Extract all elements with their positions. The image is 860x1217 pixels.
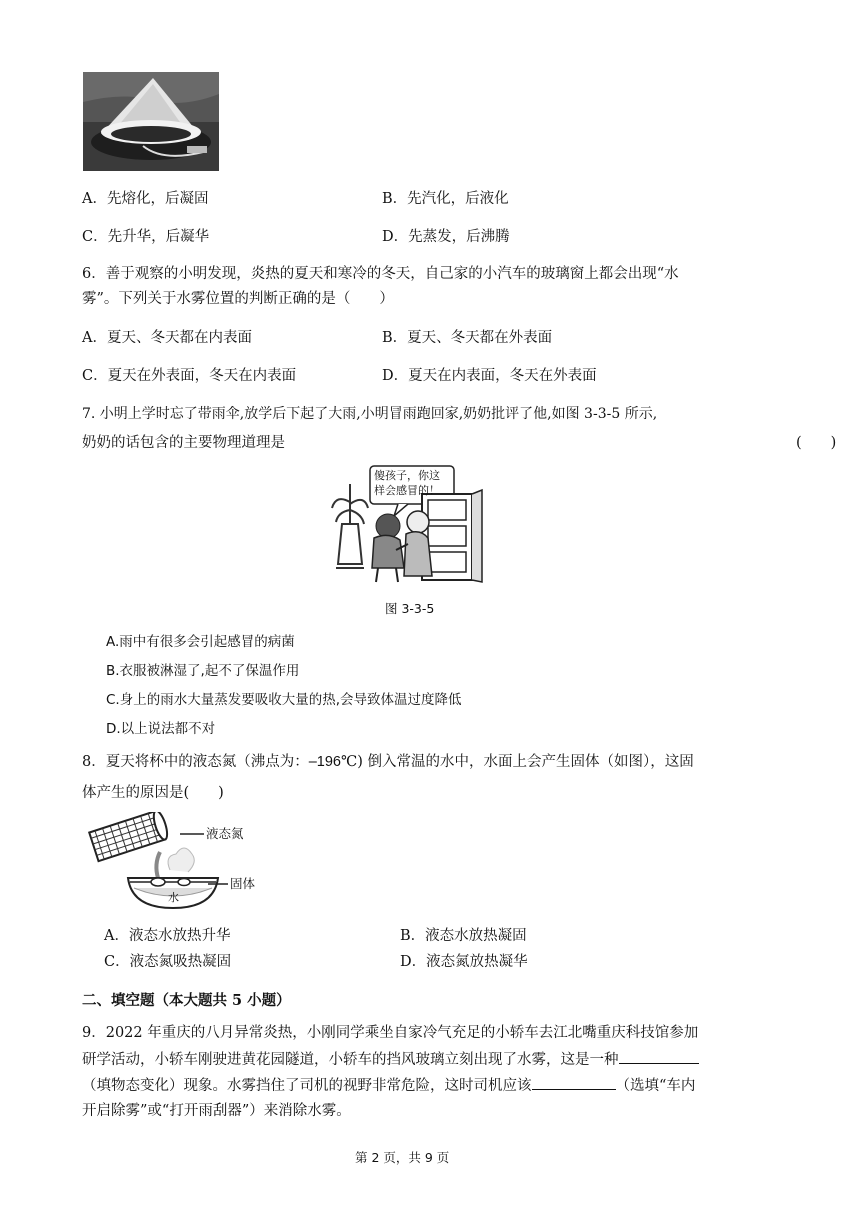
q7-option-b: B.衣服被淋湿了,起不了保温作用 <box>106 663 300 679</box>
page-footer: 第 2 页，共 9 页 <box>355 1150 450 1165</box>
q5-option-d: D．先蒸发，后沸腾 <box>382 229 510 245</box>
q7-answer-paren: ( ) <box>796 435 837 451</box>
q9-stem-line4: 开启除雾”或“打开雨刮器”）来消除水雾。 <box>82 1103 351 1119</box>
q9-stem-line2: 研学活动，小轿车刚驶进黄花园隧道，小轿车的挡风玻璃立刻出现了水雾，这是一种 <box>82 1049 699 1070</box>
q7-option-d: D.以上说法都不对 <box>106 721 216 737</box>
q6-option-b: B．夏天、冬天都在外表面 <box>382 330 553 346</box>
q6-option-c: C．夏天在外表面，冬天在内表面 <box>82 368 297 384</box>
q8-option-d: D．液态氮放热凝华 <box>400 954 528 970</box>
q5-option-a: A．先熔化，后凝固 <box>82 191 209 207</box>
q8-label-solid: 固体 <box>230 876 256 891</box>
q5-option-b: B．先汽化，后液化 <box>382 191 509 207</box>
section-heading: 二、填空题（本大题共 5 小题） <box>82 992 291 1009</box>
q7-option-a: A.雨中有很多会引起感冒的病菌 <box>106 634 295 650</box>
q8-option-a: A．液态水放热升华 <box>104 928 231 944</box>
q9-stem-line3: （填物态变化）现象。水雾挡住了司机的视野非常危险，这时司机应该 （选填“车内 <box>82 1075 695 1096</box>
q9-blank-2[interactable] <box>532 1075 616 1090</box>
q9-blank-1[interactable] <box>619 1049 699 1064</box>
q7-figure-caption: 图 3-3-5 <box>385 601 435 616</box>
q7-bubble-line2: 样会感冒的！ <box>374 484 440 497</box>
q6-option-a: A．夏天、冬天都在内表面 <box>82 330 252 346</box>
q6-stem-line1: 6．善于观察的小明发现，炎热的夏天和寒冷的冬天，自己家的小汽车的玻璃窗上都会出现“水 <box>82 266 679 282</box>
q8-label-water: 水 <box>168 891 179 904</box>
q7-bubble-line1: 傻孩子，你这 <box>374 469 440 482</box>
q8-label-nitrogen: 液态氮 <box>206 826 244 841</box>
q8-stem-line1: 8．夏天将杯中的液态氮（沸点为：–196℃) 倒入常温的水中，水面上会产生固体（如图），这固 <box>82 754 694 770</box>
q6-stem-line2: 雾”。下列关于水雾位置的判断正确的是（ ） <box>82 291 394 307</box>
q9-stem-line1: 9．2022 年重庆的八月异常炎热，小刚同学乘坐自家冷气充足的小轿车去江北嘴重庆科技馆参加 <box>82 1025 699 1041</box>
q7-stem-line2: 奶奶的话包含的主要物理道理是 <box>82 435 285 451</box>
q8-stem-line2: 体产生的原因是( ) <box>82 785 224 801</box>
q8-option-b: B．液态水放热凝固 <box>400 928 527 944</box>
q5-option-c: C．先升华，后凝华 <box>82 229 210 245</box>
q7-option-c: C.身上的雨水大量蒸发要吸收大量的热,会导致体温过度降低 <box>106 692 462 708</box>
q6-option-d: D．夏天在内表面，冬天在外表面 <box>382 368 597 384</box>
q8-option-c: C．液态氮吸热凝固 <box>104 954 232 970</box>
q7-stem-line1: 7. 小明上学时忘了带雨伞,放学后下起了大雨,小明冒雨跑回家,奶奶批评了他,如图 3-3-5 所示, <box>82 406 658 422</box>
q5-photo <box>83 72 219 171</box>
